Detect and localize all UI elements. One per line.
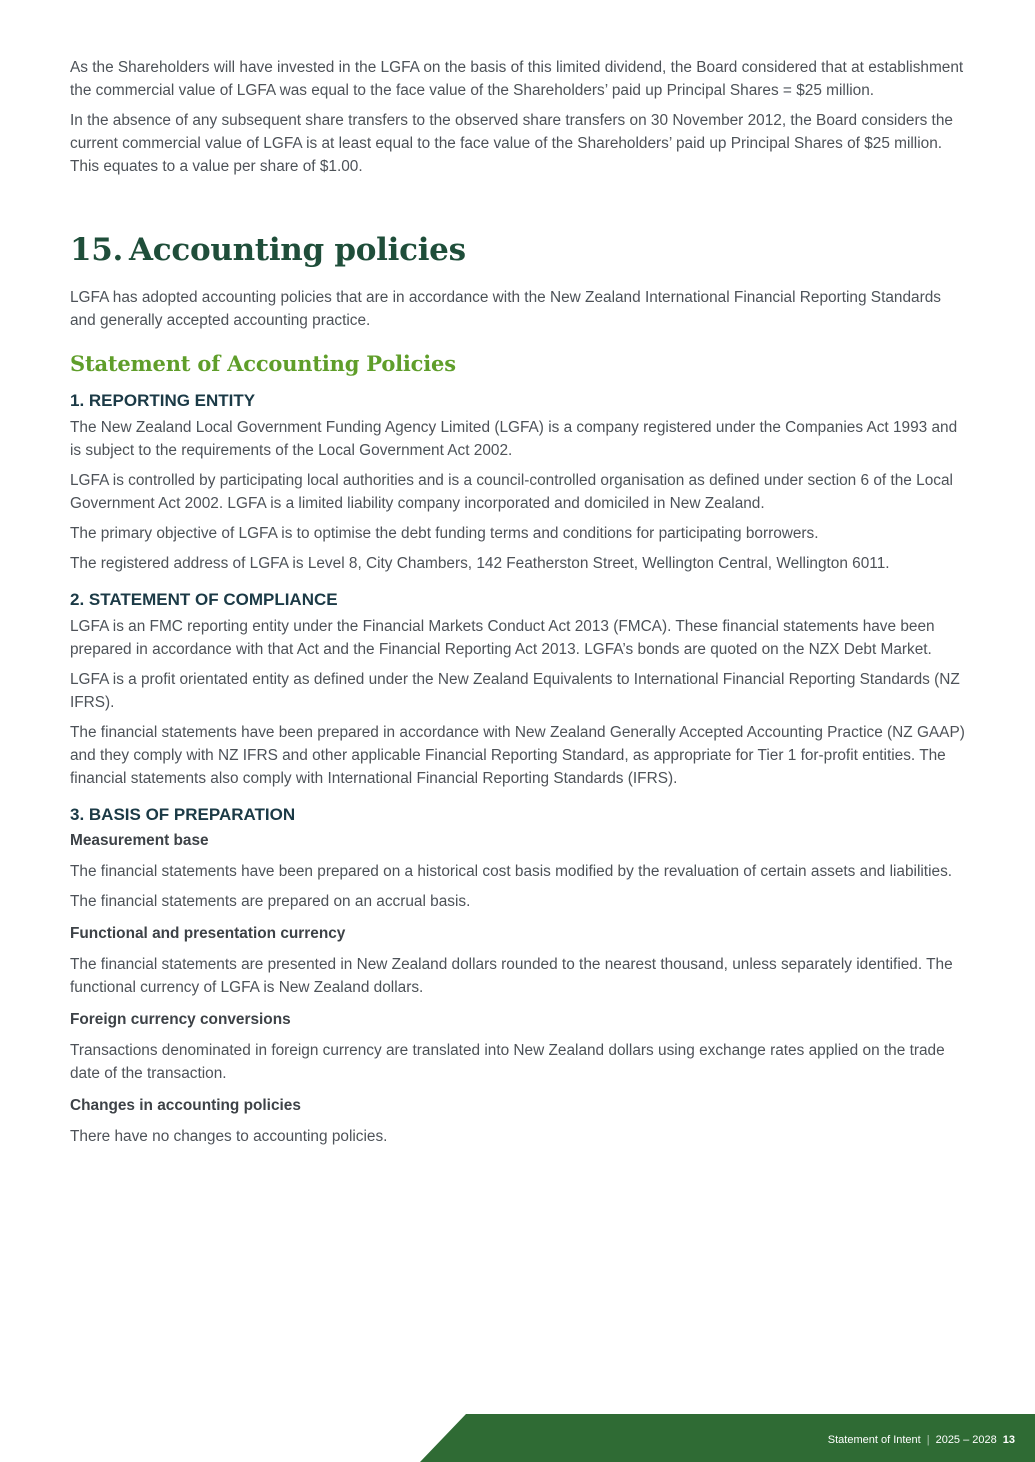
- measurement-paragraph: The financial statements have been prepared on a historical cost basis modified by the revaluation of certain assets and liabilities.: [70, 863, 953, 880]
- page-number: 13: [1002, 1434, 1015, 1446]
- section-number: 15.: [70, 232, 124, 268]
- reporting-entity-paragraph: The primary objective of LGFA is to optimise the debt funding terms and conditions for participating borrowers.: [70, 525, 819, 542]
- compliance-paragraph: LGFA is an FMC reporting entity under the Financial Markets Conduct Act 2013 (FMCA). These financial statements have been prepared in accordance with that Act and the Financial Reporting Act 2013. LGFA’s bonds are quoted on the NZX Debt Market.: [70, 618, 935, 658]
- page-content: [70, 56, 970, 1155]
- compliance-paragraph: The financial statements have been prepared in accordance with New Zealand Generally Accepted Accounting Practice (NZ GAAP) and they comply with NZ IFRS and other applicable Financial Reporting Standard, as appropriate for Tier 1 for-profit entities. The financial statements also comply with International Financial Reporting Standards (IFRS).: [70, 724, 965, 787]
- reporting-entity-paragraph: The New Zealand Local Government Funding Agency Limited (LGFA) is a company registered under the Companies Act 1993 and is subject to the requirements of the Local Government Act 2002.: [70, 419, 958, 459]
- conversions-paragraph: Transactions denominated in foreign currency are translated into New Zealand dollars using exchange rates applied on the trade date of the transaction.: [70, 1042, 945, 1082]
- compliance-heading: 2. STATEMENT OF COMPLIANCE: [70, 590, 338, 609]
- measurement-paragraph: The financial statements are prepared on an accrual basis.: [70, 893, 471, 910]
- currency-paragraph: The financial statements are presented in New Zealand dollars rounded to the nearest thousand, unless separately identified. The functional currency of LGFA is New Zealand dollars.: [70, 956, 953, 996]
- currency-heading: Functional and presentation currency: [70, 925, 346, 942]
- basis-heading: 3. BASIS OF PREPARATION: [70, 805, 296, 824]
- section-title: [70, 231, 970, 269]
- conversions-heading: Foreign currency conversions: [70, 1011, 291, 1028]
- footer-years: 2025 – 2028: [935, 1434, 997, 1446]
- compliance-paragraph: LGFA is a profit orientated entity as defined under the New Zealand Equivalents to International Financial Reporting Standards (NZ IFRS).: [70, 671, 960, 711]
- section-title-text: Accounting policies: [129, 232, 466, 268]
- footer-separator: |: [926, 1434, 930, 1446]
- intro-paragraph-1: As the Shareholders will have invested in the LGFA on the basis of this limited dividend, the Board considered that at establishment the commercial value of LGFA was equal to the face value of the Shareholders’ paid up Principal Shares = $25 million.: [70, 59, 964, 99]
- measurement-base-heading: Measurement base: [70, 832, 209, 849]
- changes-paragraph: There have no changes to accounting policies.: [70, 1128, 388, 1145]
- footer-doc-title: Statement of Intent: [827, 1434, 921, 1446]
- reporting-entity-paragraph: LGFA is controlled by participating local authorities and is a council-controlled organisation as defined under section 6 of the Local Government Act 2002. LGFA is a limited liability company incorporated and domiciled in New Zealand.: [70, 472, 953, 512]
- footer-text: [828, 1434, 1015, 1446]
- statement-title: Statement of Accounting Policies: [70, 351, 456, 376]
- footer-band: [0, 1414, 1035, 1462]
- changes-heading: Changes in accounting policies: [70, 1097, 301, 1114]
- reporting-entity-paragraph: The registered address of LGFA is Level 8, City Chambers, 142 Featherston Street, Wellington Central, Wellington 6011.: [70, 555, 890, 572]
- section-intro: LGFA has adopted accounting policies that are in accordance with the New Zealand International Financial Reporting Standards and generally accepted accounting practice.: [70, 289, 941, 329]
- intro-paragraph-2: In the absence of any subsequent share transfers to the observed share transfers on 30 November 2012, the Board considers the current commercial value of LGFA is at least equal to the face value of the Shareholders’ paid up Principal Shares of $25 million. This equates to a value per share of $1.00.: [70, 112, 953, 175]
- reporting-entity-heading: 1. REPORTING ENTITY: [70, 391, 256, 410]
